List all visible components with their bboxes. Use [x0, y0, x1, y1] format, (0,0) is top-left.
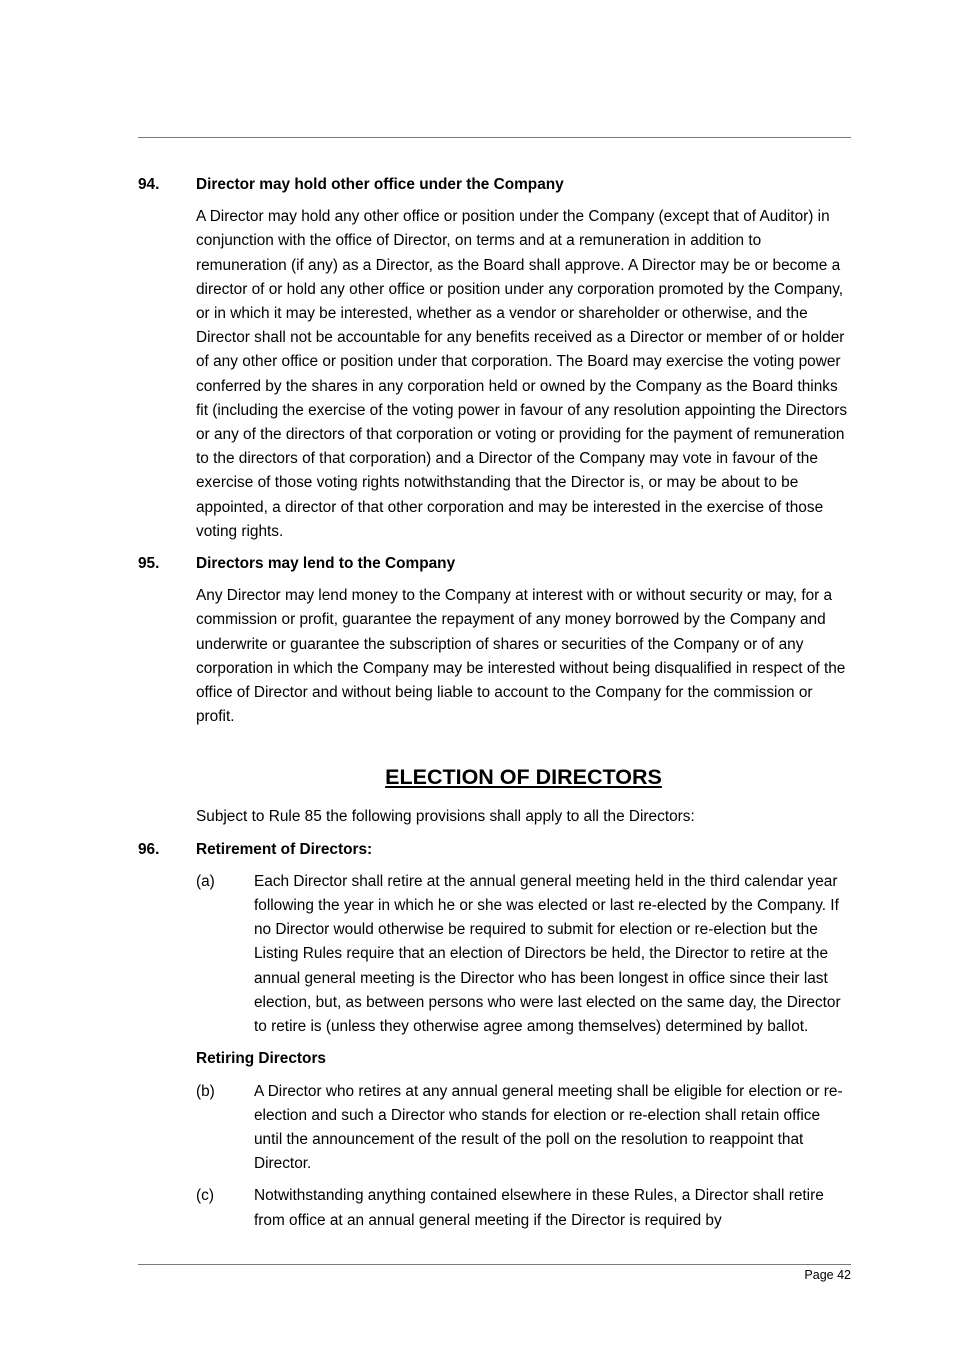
page-number: Page 42 — [804, 1268, 851, 1282]
rule-96-b-label: (b) — [196, 1082, 215, 1100]
rule-96-c-label: (c) — [196, 1187, 214, 1205]
rule-96-a — [196, 870, 851, 1039]
retiring-directors-subheading: Retiring Directors — [196, 1050, 326, 1068]
rule-95-heading — [138, 552, 851, 576]
election-intro: Subject to Rule 85 the following provisions shall apply to all the Directors: — [196, 808, 695, 826]
rule-96-number: 96. — [138, 840, 160, 858]
rule-94-heading — [138, 173, 851, 197]
rule-94-body: A Director may hold any other office or position under the Company (except that of Auditor) in conjunction with the office of Director, on terms and at a remuneration in addition to remuneration (if any) as a Director, as the Board shall approve. A Director may be or become a director of or hold any other office or position under any corporation promoted by the Company, or in which it may be interested, whether as a vendor or shareholder or otherwise, and the Director shall not be accountable for any benefits received as a Director or member of or holder of any other office or position under that corporation. The Board may exercise the voting power conferred by the shares in any corporation held or owned by the Company as the Board thinks fit (including the exercise of the voting power in favour of any resolution appointing the Directors or any of the directors of that corporation or voting or providing for the payment of remuneration to the directors of that corporation) and a Director of the Company may vote in favour of the exercise of those voting rights notwithstanding that the Director is, or may be about to be appointed, a director of that other corporation and may be interested in the exercise of those voting rights. — [196, 208, 848, 540]
footer-divider — [138, 1264, 851, 1265]
rule-96-b-text: A Director who retires at any annual general meeting shall be eligible for election or re-election and such a Director who stands for election or re-election shall retain office until the announcement of the result of the poll on the resolution to reappoint that Director. — [254, 1082, 843, 1173]
document-body — [138, 173, 851, 1233]
rule-96-a-label: (a) — [196, 872, 215, 890]
rule-94-title: Director may hold other office under the Company — [196, 176, 564, 193]
rule-95-body: Any Director may lend money to the Company at interest with or without security or may, for a commission or profit, guarantee the repayment of any money borrowed by the Company and underwrite or guarantee the subscription of shares or securities of the Company or of any corporation in which the Company may be interested without being disqualified in respect of the office of Director and without being liable to account to the Company for the commission or profit. — [196, 587, 846, 726]
election-of-directors-title: ELECTION OF DIRECTORS — [385, 765, 662, 790]
rule-96-b — [196, 1080, 851, 1177]
rule-95-title: Directors may lend to the Company — [196, 555, 456, 573]
rule-94-number: 94. — [138, 176, 160, 193]
rule-96-title: Retirement of Directors: — [196, 840, 373, 858]
rule-95-number: 95. — [138, 555, 160, 573]
header-divider — [138, 137, 851, 138]
rule-96-c — [196, 1184, 851, 1232]
rule-96-a-text: Each Director shall retire at the annual general meeting held in the third calendar year following the year in which he or she was elected or last re-elected by the Company. If no Director would otherwise be required to submit for election or re-election but the Listing Rules require that an election of Directors be held, the Director to retire at the annual general meeting is the Director who has been longest in office since their last election, but, as between persons who were last elected on the same day, the Director to retire is (unless they otherwise agree among themselves) determined by ballot. — [254, 872, 841, 1036]
rule-96-heading — [138, 838, 851, 862]
rule-96-c-text: Notwithstanding anything contained elsewhere in these Rules, a Director shall retire from office at an annual general meeting if the Director is required by — [254, 1187, 824, 1229]
